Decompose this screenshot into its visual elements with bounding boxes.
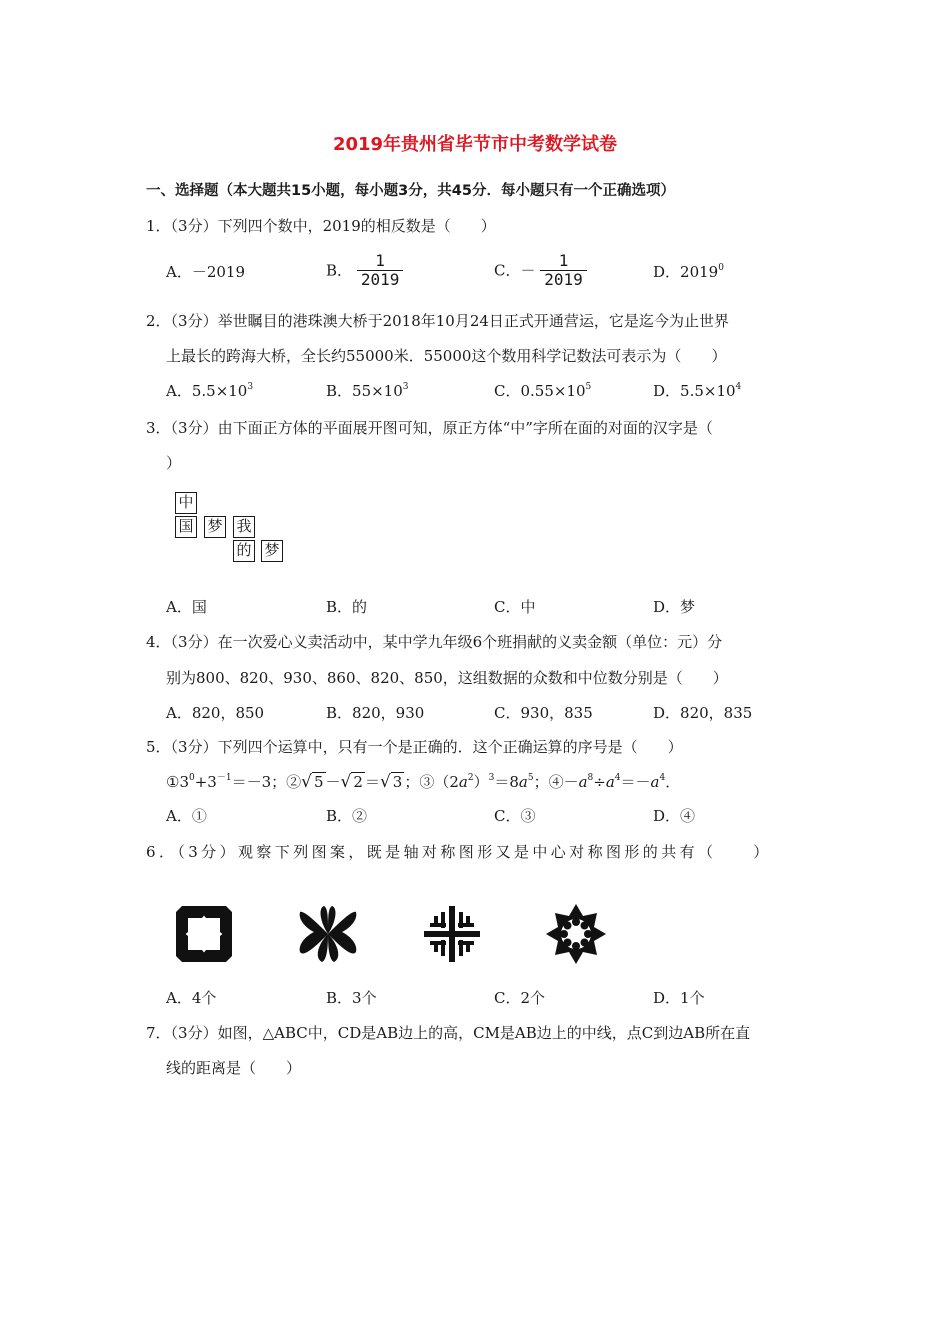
q6-option-a: A．4个 (166, 989, 217, 1007)
q5-option-d: D．④ (653, 807, 696, 825)
q2-line1: 2．（3分）举世瞩目的港珠澳大桥于2018年10月24日正式开通营运，它是迄今为止世界 (146, 312, 729, 330)
q1-option-b-label: B． (326, 261, 353, 280)
q5-option-a: A．① (166, 807, 207, 825)
q1-option-d (653, 262, 724, 282)
q5-option-c: C．③ (494, 807, 536, 825)
variable: a (458, 773, 468, 791)
q2-line2: 上最长的跨海大桥，全长约55000米．55000这个数用科学记数法可表示为（ ） (166, 347, 727, 365)
exponent: 2 (467, 773, 474, 783)
q7-line2: 线的距离是（ ） (166, 1059, 302, 1077)
q1-option-c (494, 252, 587, 289)
q3-option-b: B．的 (326, 598, 368, 616)
q5-option-b: B．② (326, 807, 368, 825)
exponent: 4 (735, 382, 742, 392)
fraction-denominator: 2019 (357, 270, 404, 289)
q2-option-b-text: B．55×10 (326, 382, 403, 400)
q2-option-c (494, 381, 591, 401)
exponent: 4 (659, 773, 666, 783)
q4-option-d: D．820，835 (653, 704, 753, 722)
expr-text: ①3 (166, 773, 189, 791)
q2-option-a-text: A．5.5×10 (166, 382, 248, 400)
q6-option-c: C．2个 (494, 989, 546, 1007)
cube-net-figure (172, 492, 287, 564)
q7-line1: 7．（3分）如图，△ABC中，CD是AB边上的高，CM是AB边上的中线，点C到边AB所在直 (146, 1024, 751, 1042)
expr-text: ；④－ (533, 773, 579, 791)
q4-option-a: A．820，850 (166, 704, 265, 722)
expr-text: ÷ (593, 773, 606, 791)
q3-option-c: C．中 (494, 598, 536, 616)
q3-line1: 3．（3分）由下面正方体的平面展开图可知，原正方体“中”字所在面的对面的汉字是（ (146, 419, 713, 437)
expr-text: ） (473, 773, 489, 791)
q5-expressions (166, 772, 680, 792)
radical-sign: √ (379, 772, 391, 792)
radicand: 5 (313, 773, 324, 791)
q1-option-c-fraction (540, 252, 587, 289)
q2-option-a (166, 381, 253, 401)
q1-option-d-text: D．2019 (653, 263, 719, 281)
expr-text: ；③（2 (404, 773, 459, 791)
net-cell: 梦 (204, 516, 226, 538)
q2-option-d (653, 381, 741, 401)
q2-option-d-text: D．5.5×10 (653, 382, 736, 400)
q1-option-c-label: C．－ (494, 261, 536, 280)
variable: a (578, 773, 588, 791)
net-cell: 中 (175, 492, 197, 514)
section-heading: 一、选择题（本大题共15小题，每小题3分，共45分．每小题只有一个正确选项） (146, 183, 675, 199)
q2-option-b (326, 381, 409, 401)
expr-text: ＝－ (620, 773, 651, 791)
fraction-numerator: 1 (558, 251, 569, 270)
exponent: 0 (718, 263, 724, 273)
variable: a (518, 773, 528, 791)
variable: a (650, 773, 660, 791)
expr-text: +3 (194, 773, 217, 791)
q6-stem: 6．（3分）观察下列图案，既是轴对称图形又是中心对称图形的共有（ ） (146, 843, 772, 861)
net-cell: 我 (233, 516, 255, 538)
q1-option-b (326, 252, 403, 289)
net-cell: 国 (175, 516, 197, 538)
page-title: 2019年贵州省毕节市中考数学试卷 (332, 134, 618, 155)
q1-option-b-fraction (357, 252, 404, 289)
fraction-numerator: 1 (375, 251, 385, 270)
exponent: 3 (247, 382, 254, 392)
q1-option-a: A．－2019 (166, 263, 246, 281)
q5-stem: 5．（3分）下列四个运算中，只有一个是正确的．这个正确运算的序号是（ ） (146, 738, 683, 756)
q3-option-d: D．梦 (653, 598, 696, 616)
pattern-square-swirl-image (172, 902, 236, 966)
q3-line2: ） (166, 454, 182, 472)
net-cell: 梦 (261, 540, 283, 562)
pattern-cross-lines-image (420, 902, 484, 966)
expr-text: ＝－3；② (231, 773, 302, 791)
expr-text: － (325, 773, 341, 791)
exponent: 5 (585, 382, 592, 392)
exponent: 5 (527, 773, 534, 783)
radical-sign: √ (301, 772, 312, 792)
exponent: 3 (402, 382, 409, 392)
q4-line1: 4．（3分）在一次爱心义卖活动中，某中学九年级6个班捐献的义卖金额（单位：元）分 (146, 633, 723, 651)
exponent: 8 (587, 773, 594, 783)
radical-sign: √ (340, 772, 352, 792)
q4-line2: 别为800、820、930、860、820、850，这组数据的众数和中位数分别是（ ） (166, 669, 728, 687)
q2-option-c-text: C．0.55×10 (494, 382, 586, 400)
exponent: 3 (488, 773, 495, 783)
fraction-denominator: 2019 (540, 270, 587, 289)
expr-text: ＝8 (494, 773, 519, 791)
variable: a (605, 773, 615, 791)
net-cell: 的 (233, 540, 255, 562)
pattern-bow-knot-image (296, 902, 360, 966)
exponent: －1 (216, 773, 232, 783)
expr-text: ． (665, 773, 681, 791)
exponent: 0 (189, 773, 195, 783)
q6-option-b: B．3个 (326, 989, 377, 1007)
radicand: 3 (392, 773, 403, 791)
radicand: 2 (353, 773, 363, 791)
q4-option-b: B．820，930 (326, 704, 425, 722)
pattern-star-flower-image (544, 902, 608, 966)
q3-option-a: A．国 (166, 598, 207, 616)
expr-text: ＝ (364, 773, 380, 791)
exponent: 4 (614, 773, 621, 783)
q1-stem: 1．（3分）下列四个数中，2019的相反数是（ ） (146, 217, 496, 235)
q4-option-c: C．930，835 (494, 704, 593, 722)
q6-option-d: D．1个 (653, 989, 705, 1007)
